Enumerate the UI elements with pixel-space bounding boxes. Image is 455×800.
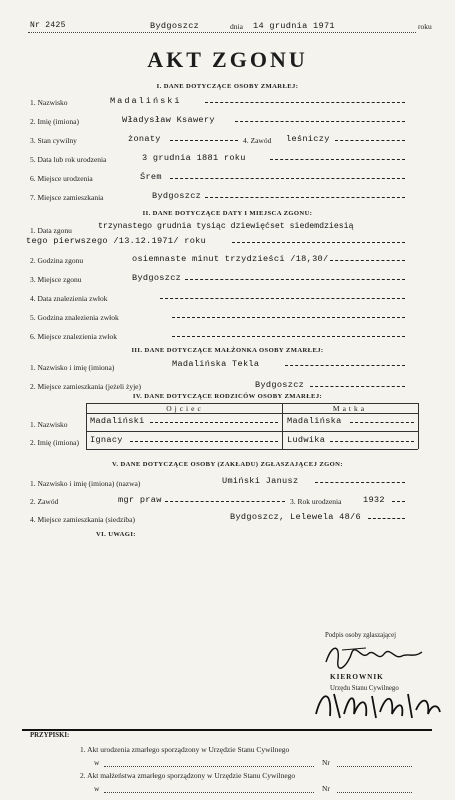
footnote-marriage-w: w bbox=[94, 784, 100, 793]
filler-found-date bbox=[160, 298, 405, 299]
label-found-time: 5. Godzina znalezienia zwłok bbox=[30, 313, 119, 322]
filler-mother-surname bbox=[350, 422, 414, 423]
filler-found-place bbox=[172, 336, 405, 337]
footnote-birth-nr: Nr bbox=[322, 758, 330, 767]
label-birth-date: 5. Data lub rok urodzenia bbox=[30, 155, 107, 164]
parents-table-bottom-border bbox=[86, 449, 418, 450]
footnotes-heading: PRZYPISKI: bbox=[30, 732, 70, 739]
label-found-date: 4. Data znalezienia zwłok bbox=[30, 294, 108, 303]
filler-reporter-name bbox=[315, 482, 405, 483]
section-6-heading: VI. UWAGI: bbox=[96, 531, 136, 538]
footnote-birth-w: w bbox=[94, 758, 100, 767]
label-death-date: 1. Data zgonu bbox=[30, 226, 72, 235]
filler-given-names bbox=[235, 121, 405, 122]
label-death-place: 3. Miejsce zgonu bbox=[30, 275, 82, 284]
value-father-surname: Madaliński bbox=[90, 416, 145, 426]
footnote-birth-w-line bbox=[104, 766, 314, 767]
parents-table-right-border bbox=[418, 403, 419, 449]
label-surname: 1. Nazwisko bbox=[30, 98, 68, 107]
filler-death-time bbox=[330, 260, 405, 261]
label-birthplace: 6. Miejsce urodzenia bbox=[30, 174, 93, 183]
filler-profession bbox=[335, 140, 405, 141]
value-given-names: Władysław Ksawery bbox=[122, 115, 215, 125]
label-reporter-birth-year: 3. Rok urodzenia bbox=[290, 497, 342, 506]
label-civil-status: 3. Stan cywilny bbox=[30, 136, 77, 145]
filler-death-place bbox=[185, 279, 405, 280]
header-dotted-line bbox=[28, 32, 416, 33]
parents-table-divider bbox=[282, 403, 283, 449]
section-5-heading: V. DANE DOTYCZĄCE OSOBY (ZAKŁADU) ZGŁASZAJĄCEJ ZGON: bbox=[112, 461, 343, 468]
label-spouse-name: 1. Nazwisko i imię (imiona) bbox=[30, 363, 115, 372]
document-title: AKT ZGONU bbox=[147, 47, 308, 72]
filler-surname bbox=[205, 102, 405, 103]
filler-reporter-residence bbox=[368, 518, 405, 519]
act-date: 14 grudnia 1971 bbox=[253, 21, 335, 31]
section-4-heading: IV. DANE DOTYCZĄCE RODZICÓW OSOBY ZMARŁEJ: bbox=[132, 393, 323, 400]
value-reporter-name: Umiński Janusz bbox=[222, 476, 299, 486]
value-spouse-name: Madalińska Tekla bbox=[172, 359, 260, 369]
value-birth-date: 3 grudnia 1881 roku bbox=[142, 153, 246, 163]
label-given-names: 2. Imię (imiona) bbox=[30, 117, 79, 126]
value-mother-surname: Madalińska bbox=[287, 416, 342, 426]
label-residence: 7. Miejsce zamieszkania bbox=[30, 193, 104, 202]
label-death-time: 2. Godzina zgonu bbox=[30, 256, 84, 265]
footnotes-divider bbox=[22, 729, 432, 731]
filler-reporter-birth-year bbox=[392, 501, 405, 502]
value-death-time: osiemnaste minut trzydzieści /18,30/ bbox=[132, 254, 329, 264]
year-suffix: roku bbox=[418, 22, 432, 31]
filler-found-time bbox=[172, 317, 405, 318]
label-parents-given: 2. Imię (imiona) bbox=[30, 438, 79, 447]
filler-spouse-residence bbox=[310, 386, 405, 387]
value-birthplace: Śrem bbox=[140, 172, 162, 182]
col-mother: Matka bbox=[332, 404, 368, 413]
col-father: Ojciec bbox=[166, 404, 204, 413]
label-reporter-profession: 2. Zawód bbox=[30, 497, 59, 506]
value-residence: Bydgoszcz bbox=[152, 191, 202, 201]
label-reporter-residence: 4. Miejsce zamieszkania (siedziba) bbox=[30, 515, 135, 524]
filler-father-surname bbox=[150, 422, 278, 423]
signature-caption: Podpis osoby zgłaszającej bbox=[325, 632, 396, 639]
parents-table-header-border bbox=[86, 413, 418, 414]
footnote-marriage-nr: Nr bbox=[322, 784, 330, 793]
filler-reporter-profession bbox=[165, 501, 285, 502]
registrar-title: KIEROWNIK bbox=[330, 673, 384, 681]
footnote-marriage-act: 2. Akt małżeństwa zmarłego sporządzony w Urzędzie Stanu Cywilnego bbox=[80, 771, 296, 780]
label-spouse-residence: 2. Miejsce zamieszkania (jeżeli żyje) bbox=[30, 382, 141, 391]
reporter-signature bbox=[322, 640, 432, 670]
act-place: Bydgoszcz bbox=[150, 21, 200, 31]
value-reporter-residence: Bydgoszcz, Lelewela 48/6 bbox=[230, 512, 361, 522]
filler-spouse-name bbox=[285, 365, 405, 366]
value-reporter-profession: mgr praw bbox=[118, 495, 162, 505]
section-2-heading: II. DANE DOTYCZĄCE DATY I MIEJSCA ZGONU: bbox=[142, 210, 313, 217]
footnote-marriage-nr-line bbox=[337, 792, 412, 793]
filler-father-given bbox=[130, 441, 278, 442]
footnote-birth-act: 1. Akt urodzenia zmarłego sporządzony w Urzędzie Stanu Cywilnego bbox=[80, 745, 290, 754]
filler-death-date bbox=[232, 242, 405, 243]
registrar-office: Urzędu Stanu Cywilnego bbox=[330, 685, 399, 692]
act-number: Nr 2425 bbox=[30, 21, 66, 30]
parents-table-row-border bbox=[86, 431, 418, 432]
value-surname: Madaliński bbox=[110, 96, 182, 106]
label-found-place: 6. Miejsce znalezienia zwłok bbox=[30, 332, 118, 341]
date-prefix: dnia bbox=[230, 22, 243, 31]
filler-residence bbox=[205, 197, 405, 198]
section-1-heading: I. DANE DOTYCZĄCE OSOBY ZMARŁEJ: bbox=[156, 83, 299, 90]
value-spouse-residence: Bydgoszcz bbox=[255, 380, 305, 390]
value-death-place: Bydgoszcz bbox=[132, 273, 182, 283]
filler-birthplace bbox=[170, 178, 405, 179]
value-father-given: Ignacy bbox=[90, 435, 123, 445]
filler-mother-given bbox=[330, 441, 414, 442]
label-profession: 4. Zawód bbox=[243, 136, 272, 145]
footnote-birth-nr-line bbox=[337, 766, 412, 767]
value-death-date-line1: trzynastego grudnia tysiąc dziewięćset siedemdziesią bbox=[98, 222, 354, 231]
value-death-date-line2: tego pierwszego /13.12.1971/ roku bbox=[26, 236, 207, 246]
value-reporter-birth-year: 1932 bbox=[363, 495, 385, 505]
parents-table-left-border bbox=[86, 403, 87, 449]
label-parents-surname: 1. Nazwisko bbox=[30, 420, 68, 429]
value-mother-given: Ludwika bbox=[287, 435, 326, 445]
footnote-marriage-w-line bbox=[104, 792, 314, 793]
registrar-signature bbox=[310, 684, 445, 724]
value-profession: leśniczy bbox=[286, 134, 330, 144]
section-3-heading: III. DANE DOTYCZĄCE MAŁŻONKA OSOBY ZMARŁEJ: bbox=[131, 347, 324, 354]
label-reporter-name: 1. Nazwisko i imię (imiona) (nazwa) bbox=[30, 479, 141, 488]
value-civil-status: żonaty bbox=[128, 134, 161, 144]
filler-civil-status bbox=[170, 140, 238, 141]
filler-birth-date bbox=[270, 159, 405, 160]
